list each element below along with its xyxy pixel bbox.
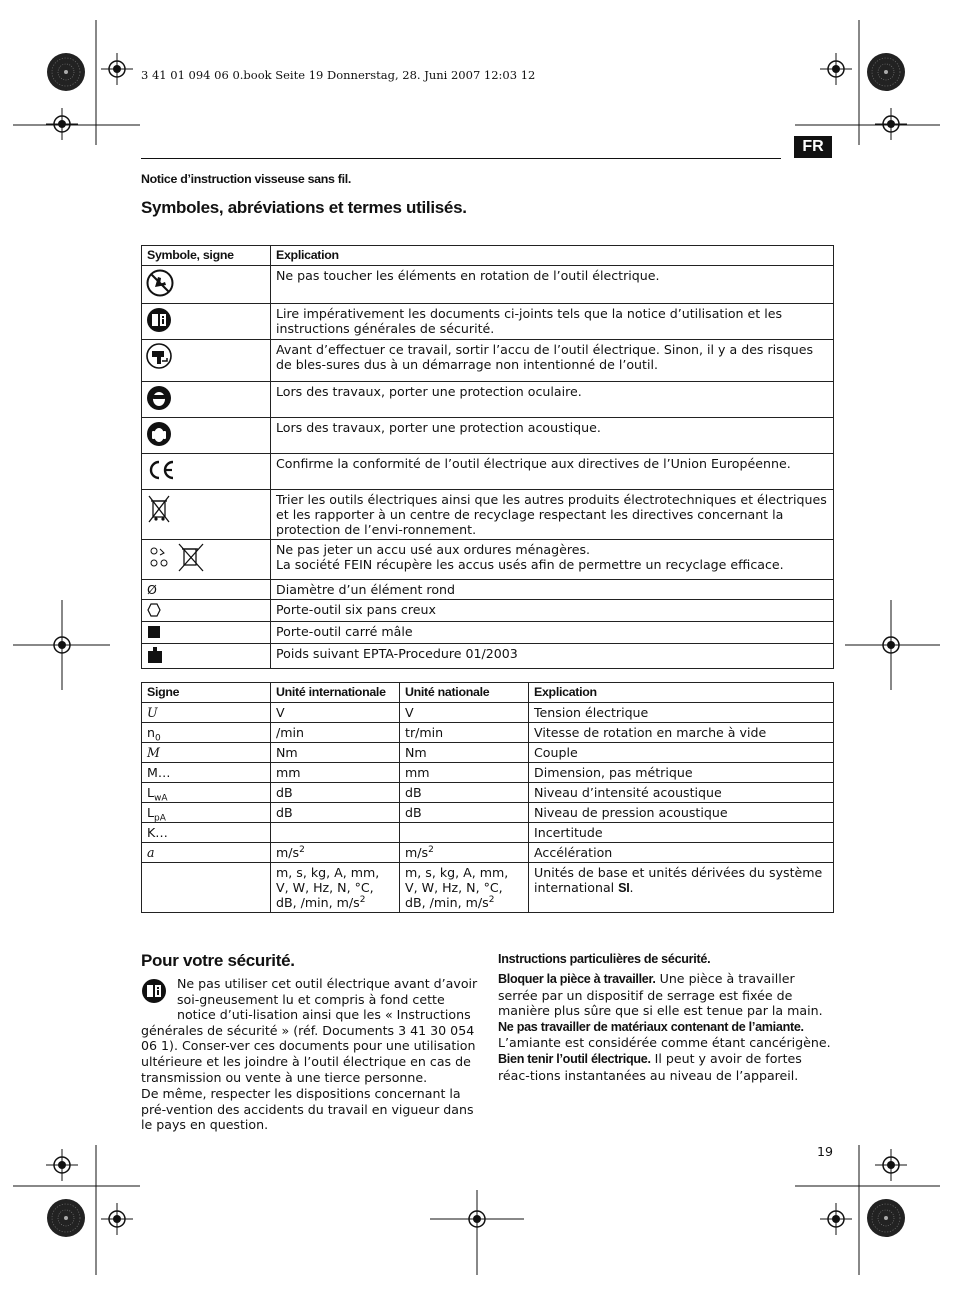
safety-paragraph-2: De même, respecter les dispositions concernant la pré-vention des accidents du travail en vigueur dans le pays en question. <box>141 1086 474 1133</box>
table-row-text: Diamètre d’un élément rond <box>271 580 834 600</box>
section-title-symbols: Symboles, abréviations et termes utilisés. <box>141 198 467 217</box>
table-row <box>142 304 834 340</box>
table-row <box>142 340 834 382</box>
page-number: 19 <box>817 1144 834 1159</box>
sign-cell: a <box>142 843 271 863</box>
natl-unit-cell: tr/min <box>400 723 529 743</box>
natl-unit-cell: dB <box>400 803 529 823</box>
explanation-cell: Niveau d’intensité acoustique <box>529 783 834 803</box>
instruction-item: Ne pas travailler de matériaux contenant de l’amiante. L’amiante est considérée comme étant cancérigène. <box>498 1019 831 1051</box>
natl-unit-cell: $m/s^2$ <box>400 843 529 863</box>
table-row-text: Avant d’effectuer ce travail, sortir l’accu de l’outil électrique. Sinon, il y a des risques de bles-sures dus à un démarrage non intentionné de l’outil. <box>271 340 834 382</box>
diameter-symbol: Ø <box>142 580 271 600</box>
table-row <box>142 418 834 454</box>
header-rule <box>141 158 781 159</box>
table-row <box>142 382 834 418</box>
weight-icon <box>147 646 163 667</box>
sign-cell: $L_{pA}$ <box>142 803 271 823</box>
explanation-cell: Incertitude <box>529 823 834 843</box>
header-sign: Signe <box>142 683 271 703</box>
natl-unit-cell: m, s, kg, A, mm, V, W, Hz, N, °C, dB, /min, $m/s^2$ <box>400 863 529 913</box>
explanation-cell: Accélération <box>529 843 834 863</box>
intl-unit-cell: $m/s^2$ <box>271 843 400 863</box>
table-row <box>142 490 834 540</box>
no-touch-rotating-icon <box>146 269 174 300</box>
language-badge: FR <box>794 136 832 158</box>
eye-protection-icon <box>146 385 172 414</box>
table-row <box>142 863 834 913</box>
print-header-line: 3 41 01 094 06 0.book Seite 19 Donnerstag, 28. Juni 2007 12:03 12 <box>141 68 536 82</box>
symbols-table-header <box>142 246 834 266</box>
safety-title: Pour votre sécurité. <box>141 951 295 970</box>
ear-protection-icon <box>146 421 172 450</box>
square-drive-icon <box>147 625 161 642</box>
explanation-cell: Tension électrique <box>529 703 834 723</box>
table-row <box>142 783 834 803</box>
intl-unit-cell: V <box>271 703 400 723</box>
table-row-text: Trier les outils électriques ainsi que les autres produits électrotechniques et électriques et les rapporter à un centre de recyclage respectant les directives concernant la protection de l’envi-ronnement. <box>271 490 834 540</box>
explanation-cell: Dimension, pas métrique <box>529 763 834 783</box>
safety-paragraph-1: Ne pas utiliser cet outil électrique avant d’avoir soi-gneusement lu et compris à fond cette notice d’uti-lisation ainsi que les « Instructions générales de sécurité » (réf. Documents 3 41 30 054 06 1). Conser-ver ces documents pour une utilisation ultérieure et les joindre à l’outil électrique en cas de transmission ou vente à une tierce personne. <box>141 976 478 1085</box>
header-symbol: Symbole, signe <box>142 246 271 266</box>
table-row <box>142 644 834 669</box>
table-row-text: Porte-outil six pans creux <box>271 600 834 622</box>
battery-recycle-icon <box>146 543 206 576</box>
table-row <box>142 622 834 644</box>
units-table <box>141 682 834 913</box>
natl-unit-cell <box>400 823 529 843</box>
explanation-cell: Unités de base et unités dérivées du système international SI. <box>529 863 834 913</box>
table-row <box>142 266 834 304</box>
header-natl-unit: Unité nationale <box>400 683 529 703</box>
sign-cell <box>142 863 271 913</box>
symbols-table <box>141 245 834 669</box>
table-row-text: Ne pas jeter un accu usé aux ordures ménagères. La société FEIN récupère les accus usés afin de permettre un recyclage efficace. <box>271 540 834 580</box>
table-row-text: Lire impérativement les documents ci-joints tels que la notice d’utilisation et les instructions générales de sécurité. <box>271 304 834 340</box>
table-row-text: Ne pas toucher les éléments en rotation de l’outil électrique. <box>271 266 834 304</box>
table-row-text: Confirme la conformité de l’outil électrique aux directives de l’Union Européenne. <box>271 454 834 490</box>
sign-cell: M… <box>142 763 271 783</box>
table-row-text: Poids suivant EPTA-Procedure 01/2003 <box>271 644 834 669</box>
table-row <box>142 600 834 622</box>
natl-unit-cell: mm <box>400 763 529 783</box>
table-row-text: Porte-outil carré mâle <box>271 622 834 644</box>
table-row-text: Lors des travaux, porter une protection acoustique. <box>271 418 834 454</box>
table-row <box>142 703 834 723</box>
table-row <box>142 540 834 580</box>
sign-cell: U <box>142 703 271 723</box>
natl-unit-cell: V <box>400 703 529 723</box>
ce-mark-icon <box>146 457 176 486</box>
special-instructions-list <box>498 971 834 1083</box>
natl-unit-cell: dB <box>400 783 529 803</box>
units-table-header <box>142 683 834 703</box>
intl-unit-cell: dB <box>271 803 400 823</box>
explanation-cell: Niveau de pression acoustique <box>529 803 834 823</box>
crossed-bin-icon <box>146 493 172 528</box>
explanation-cell: Couple <box>529 743 834 763</box>
intl-unit-cell: m, s, kg, A, mm, V, W, Hz, N, °C, dB, /min, $m/s^2$ <box>271 863 400 913</box>
intl-unit-cell <box>271 823 400 843</box>
instruction-item: Bloquer la pièce à travailler. Une pièce à travailler serrée par un dispositif de serrage est fixée de manière plus sûre que si elle est tenue par la main. <box>498 971 823 1019</box>
sign-cell: $L_{wA}$ <box>142 783 271 803</box>
table-row <box>142 580 834 600</box>
header-explanation: Explication <box>271 246 834 266</box>
sign-cell: K… <box>142 823 271 843</box>
sign-cell: $n_0$ <box>142 723 271 743</box>
hexagon-socket-icon <box>147 603 161 620</box>
header-intl-unit: Unité internationale <box>271 683 400 703</box>
instruction-item: Bien tenir l’outil électrique. Il peut y avoir de fortes réac-tions instantanées au niveau de l’appareil. <box>498 1050 802 1083</box>
remove-battery-icon <box>146 343 172 372</box>
header-explanation: Explication <box>529 683 834 703</box>
table-row <box>142 763 834 783</box>
intl-unit-cell: mm <box>271 763 400 783</box>
explanation-cell: Vitesse de rotation en marche à vide <box>529 723 834 743</box>
table-row <box>142 454 834 490</box>
table-row <box>142 823 834 843</box>
read-manual-icon <box>146 307 172 336</box>
intl-unit-cell: Nm <box>271 743 400 763</box>
special-instructions-title: Instructions particulières de sécurité. <box>498 952 711 966</box>
intl-unit-cell: /min <box>271 723 400 743</box>
table-row <box>142 803 834 823</box>
sign-cell: M <box>142 743 271 763</box>
intl-unit-cell: dB <box>271 783 400 803</box>
document-subtitle: Notice d’instruction visseuse sans fil. <box>141 172 352 186</box>
table-row <box>142 743 834 763</box>
natl-unit-cell: Nm <box>400 743 529 763</box>
table-row-text: Lors des travaux, porter une protection oculaire. <box>271 382 834 418</box>
table-row <box>142 843 834 863</box>
table-row <box>142 723 834 743</box>
